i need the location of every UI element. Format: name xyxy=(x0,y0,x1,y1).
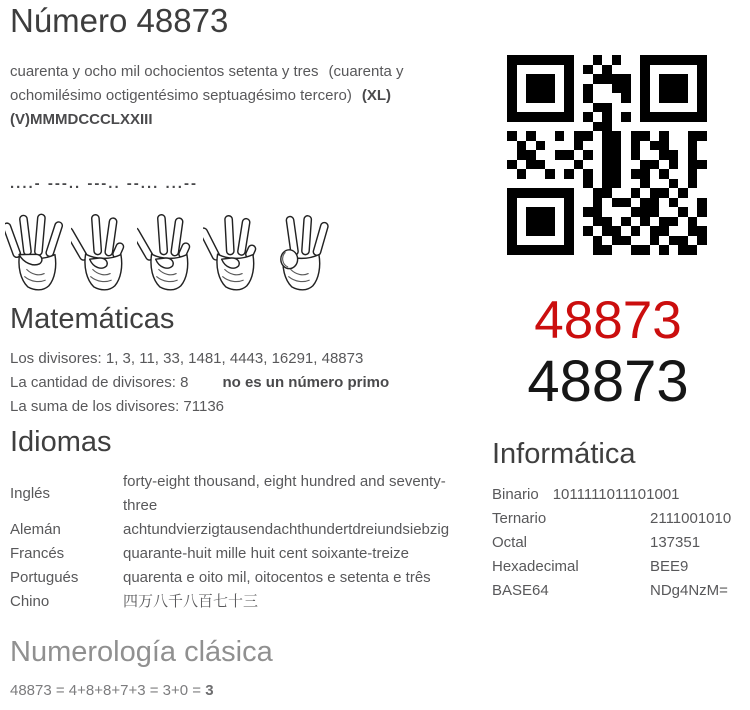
base-value: 137351 xyxy=(650,534,701,551)
languages-table xyxy=(10,470,472,614)
base-label: Ternario xyxy=(492,510,547,527)
language-value: 四万八千八百七十三 xyxy=(123,593,259,610)
number-description xyxy=(10,60,472,132)
hand-sign-7-icon xyxy=(203,208,267,292)
divisors-line: Los divisores: 1, 3, 11, 33, 1481, 4443, 16291, 48873 xyxy=(10,350,364,367)
hand-sign-8-icon xyxy=(71,208,135,292)
hand-sign-4-icon xyxy=(5,208,69,292)
language-value: achtundvierzigtausendachthundertdreiundsiebzig xyxy=(123,521,450,538)
section-heading-matematicas: Matemáticas xyxy=(10,303,175,335)
section-heading-idiomas: Idiomas xyxy=(10,426,112,458)
equation-prefix: 48873 = 4+8+8+7+3 = 3+0 = xyxy=(10,682,206,699)
big-number-red: 48873 xyxy=(534,291,682,350)
big-number-black: 48873 xyxy=(527,349,689,414)
language-row-english xyxy=(10,470,472,518)
cardinal-text: cuarenta y ocho mil ochocientos setenta y tres xyxy=(10,63,319,80)
base-value: BEE9 xyxy=(650,558,689,575)
language-label: Alemán xyxy=(10,521,61,538)
base-row-base64 xyxy=(492,579,744,603)
language-label: Inglés xyxy=(10,485,51,502)
roman-numeral-text: (XL)(V)MMMDCCCLXXIII xyxy=(10,87,391,128)
base-value: NDg4NzM= xyxy=(650,582,728,599)
divisor-count-text: La cantidad de divisores: 8 xyxy=(10,374,189,391)
base-label: Binario xyxy=(492,486,539,503)
language-value: quarante-huit mille huit cent soixante-treize xyxy=(123,545,409,562)
base-row-binary xyxy=(492,483,744,507)
language-row-french xyxy=(10,542,472,566)
section-heading-numerologia: Numerología clásica xyxy=(10,636,273,668)
language-label: Chino xyxy=(10,593,50,610)
divisor-sum-line: La suma de los divisores: 71136 xyxy=(10,398,225,415)
base-label: Octal xyxy=(492,534,528,551)
base-value: 1011111011101001 xyxy=(552,486,680,503)
qr-code xyxy=(507,55,707,255)
numerology-equation xyxy=(10,682,214,699)
divisor-count-line xyxy=(10,371,480,395)
base-value: 2111001010 xyxy=(650,510,732,527)
base-row-ternary xyxy=(492,507,744,531)
informatica-table xyxy=(492,483,744,603)
base-label: Hexadecimal xyxy=(492,558,579,575)
hand-sign-8-icon xyxy=(137,208,201,292)
hand-sign-3-icon xyxy=(269,208,333,292)
base-row-hexadecimal xyxy=(492,555,744,579)
section-heading-informatica: Informática xyxy=(492,438,636,470)
not-prime-note: no es un número primo xyxy=(222,374,390,391)
equation-result: 3 xyxy=(205,682,214,699)
language-value: forty-eight thousand, eight hundred and seventy-three xyxy=(123,473,446,514)
ordinal-text: (cuarenta y ochomilésimo octigentésimo septuagésimo tercero) xyxy=(10,63,404,104)
base-row-octal xyxy=(492,531,744,555)
base-label: BASE64 xyxy=(492,582,549,599)
language-label: Portugués xyxy=(10,569,79,586)
language-label: Francés xyxy=(10,545,65,562)
page-title: Número 48873 xyxy=(10,2,229,39)
language-value: quarenta e oito mil, oitocentos e setenta e três xyxy=(123,569,431,586)
matematicas-block xyxy=(10,347,480,419)
hand-signs-row xyxy=(5,208,333,292)
language-row-chinese xyxy=(10,590,472,614)
language-row-portuguese xyxy=(10,566,472,590)
morse-code-text: ....- ---.. ---.. --... ...-- xyxy=(10,175,198,192)
language-row-german xyxy=(10,518,472,542)
